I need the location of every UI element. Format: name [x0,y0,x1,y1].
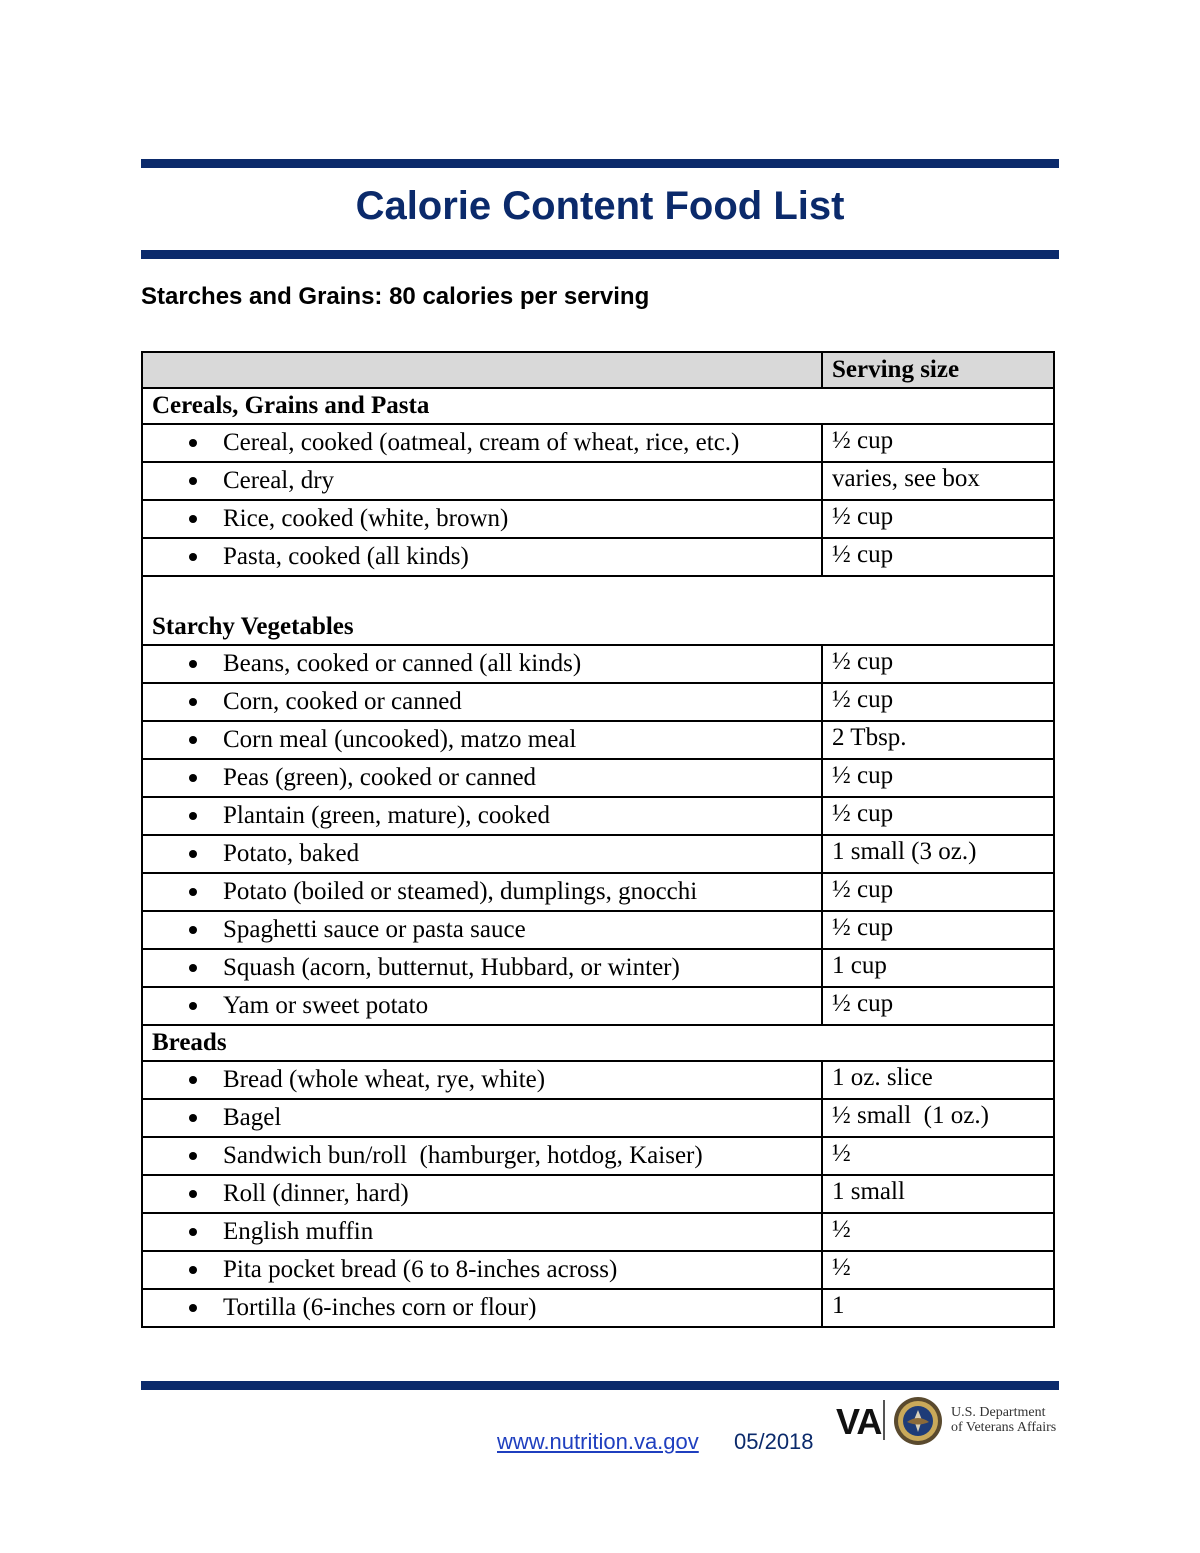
serving-size-cell: ½ cup [822,911,1054,949]
food-cell [142,873,822,911]
serving-size-cell: 1 small [822,1175,1054,1213]
food-cell [142,500,822,538]
food-name: Bagel [223,1104,282,1131]
food-name: Pasta, cooked (all kinds) [223,543,469,570]
food-cell [142,987,822,1025]
serving-size-cell: ½ [822,1251,1054,1289]
bullet-icon [189,1114,197,1122]
food-name: Tortilla (6-inches corn or flour) [223,1294,537,1321]
bullet-icon [189,888,197,896]
serving-size-cell: 2 Tbsp. [822,721,1054,759]
food-name: Peas (green), cooked or canned [223,764,537,791]
logo-divider [883,1400,885,1440]
header-food-cell [142,352,822,388]
category-label: Cereals, Grains and Pasta [142,388,1054,424]
bullet-icon [189,1002,197,1010]
table-row [142,683,1054,721]
food-cell [142,538,822,576]
category-row [142,388,1054,424]
serving-size-cell: 1 small (3 oz.) [822,835,1054,873]
serving-size-cell: ½ [822,1213,1054,1251]
food-name: Roll (dinner, hard) [223,1180,409,1207]
table-row [142,759,1054,797]
bullet-icon [189,1152,197,1160]
bullet-icon [189,553,197,561]
table-row [142,987,1054,1025]
dept-line-1: U.S. Department [951,1405,1046,1420]
food-name: Squash (acorn, butternut, Hubbard, or winter) [223,954,680,981]
food-cell [142,1099,822,1137]
bullet-icon [189,660,197,668]
category-label: Starchy Vegetables [142,576,1054,645]
food-cell [142,645,822,683]
serving-size-cell: ½ [822,1137,1054,1175]
bullet-icon [189,850,197,858]
table-row [142,538,1054,576]
food-cell [142,1137,822,1175]
bottom-rule [141,1381,1059,1390]
table-row [142,1099,1054,1137]
serving-size-cell: ½ cup [822,987,1054,1025]
table-row [142,645,1054,683]
bullet-icon [189,1190,197,1198]
food-name: English muffin [223,1218,374,1245]
bullet-icon [189,736,197,744]
table-row [142,462,1054,500]
food-name: Cereal, cooked (oatmeal, cream of wheat, rice, etc.) [223,429,740,456]
serving-size-cell: 1 oz. slice [822,1061,1054,1099]
table-row [142,1251,1054,1289]
food-cell [142,949,822,987]
food-cell [142,759,822,797]
bullet-icon [189,774,197,782]
table-row [142,873,1054,911]
table-row [142,721,1054,759]
serving-size-cell: ½ cup [822,538,1054,576]
table-row [142,1289,1054,1327]
food-cell [142,835,822,873]
table-row [142,835,1054,873]
table-row [142,1061,1054,1099]
category-row [142,576,1054,645]
serving-size-cell: ½ small (1 oz.) [822,1099,1054,1137]
bullet-icon [189,1304,197,1312]
bullet-icon [189,439,197,447]
table-row [142,949,1054,987]
food-cell [142,911,822,949]
serving-size-cell: ½ cup [822,500,1054,538]
food-cell [142,1251,822,1289]
bullet-icon [189,698,197,706]
bullet-icon [189,515,197,523]
bullet-icon [189,812,197,820]
bullet-icon [189,477,197,485]
category-label: Breads [142,1025,1054,1061]
food-name: Spaghetti sauce or pasta sauce [223,916,526,943]
table-row [142,424,1054,462]
header-serving-size: Serving size [822,352,1054,388]
food-cell [142,1289,822,1327]
title-rule [141,250,1059,259]
food-cell [142,1213,822,1251]
serving-size-cell: ½ cup [822,645,1054,683]
va-seal-icon [893,1396,943,1446]
top-rule [141,159,1059,168]
serving-size-cell: ½ cup [822,424,1054,462]
table-row [142,797,1054,835]
serving-size-cell: ½ cup [822,683,1054,721]
bullet-icon [189,1228,197,1236]
table-row [142,1213,1054,1251]
dept-line-2: of Veterans Affairs [951,1420,1057,1435]
serving-size-cell: varies, see box [822,462,1054,500]
serving-size-cell: 1 [822,1289,1054,1327]
food-table [141,351,1055,1328]
va-logo-text: VA [836,1401,882,1442]
serving-size-cell: 1 cup [822,949,1054,987]
table-row [142,911,1054,949]
food-name: Beans, cooked or canned (all kinds) [223,650,582,677]
food-cell [142,797,822,835]
food-name: Corn meal (uncooked), matzo meal [223,726,577,753]
bullet-icon [189,964,197,972]
table-header-row [142,352,1054,388]
bullet-icon [189,1076,197,1084]
food-name: Pita pocket bread (6 to 8-inches across) [223,1256,618,1283]
food-name: Rice, cooked (white, brown) [223,505,509,532]
food-name: Corn, cooked or canned [223,688,462,715]
food-name: Cereal, dry [223,467,335,494]
table-row [142,1137,1054,1175]
food-name: Sandwich bun/roll (hamburger, hotdog, Kaiser) [223,1142,703,1169]
table-row [142,1175,1054,1213]
footer-date: 05/2018 [734,1429,814,1454]
food-cell [142,721,822,759]
section-subtitle: Starches and Grains: 80 calories per serving [141,283,650,310]
food-name: Bread (whole wheat, rye, white) [223,1066,546,1093]
table-row [142,500,1054,538]
serving-size-cell: ½ cup [822,759,1054,797]
food-cell [142,1175,822,1213]
food-cell [142,462,822,500]
category-row [142,1025,1054,1061]
serving-size-cell: ½ cup [822,797,1054,835]
food-cell [142,424,822,462]
food-name: Potato, baked [223,840,360,867]
food-name: Yam or sweet potato [223,992,429,1019]
food-cell [142,1061,822,1099]
serving-size-cell: ½ cup [822,873,1054,911]
va-department-name [951,1405,1056,1435]
food-name: Plantain (green, mature), cooked [223,802,550,829]
footer-website-link[interactable]: www.nutrition.va.gov [497,1429,699,1454]
bullet-icon [189,1266,197,1274]
food-name: Potato (boiled or steamed), dumplings, gnocchi [223,878,698,905]
bullet-icon [189,926,197,934]
page-title: Calorie Content Food List [355,184,845,228]
food-cell [142,683,822,721]
